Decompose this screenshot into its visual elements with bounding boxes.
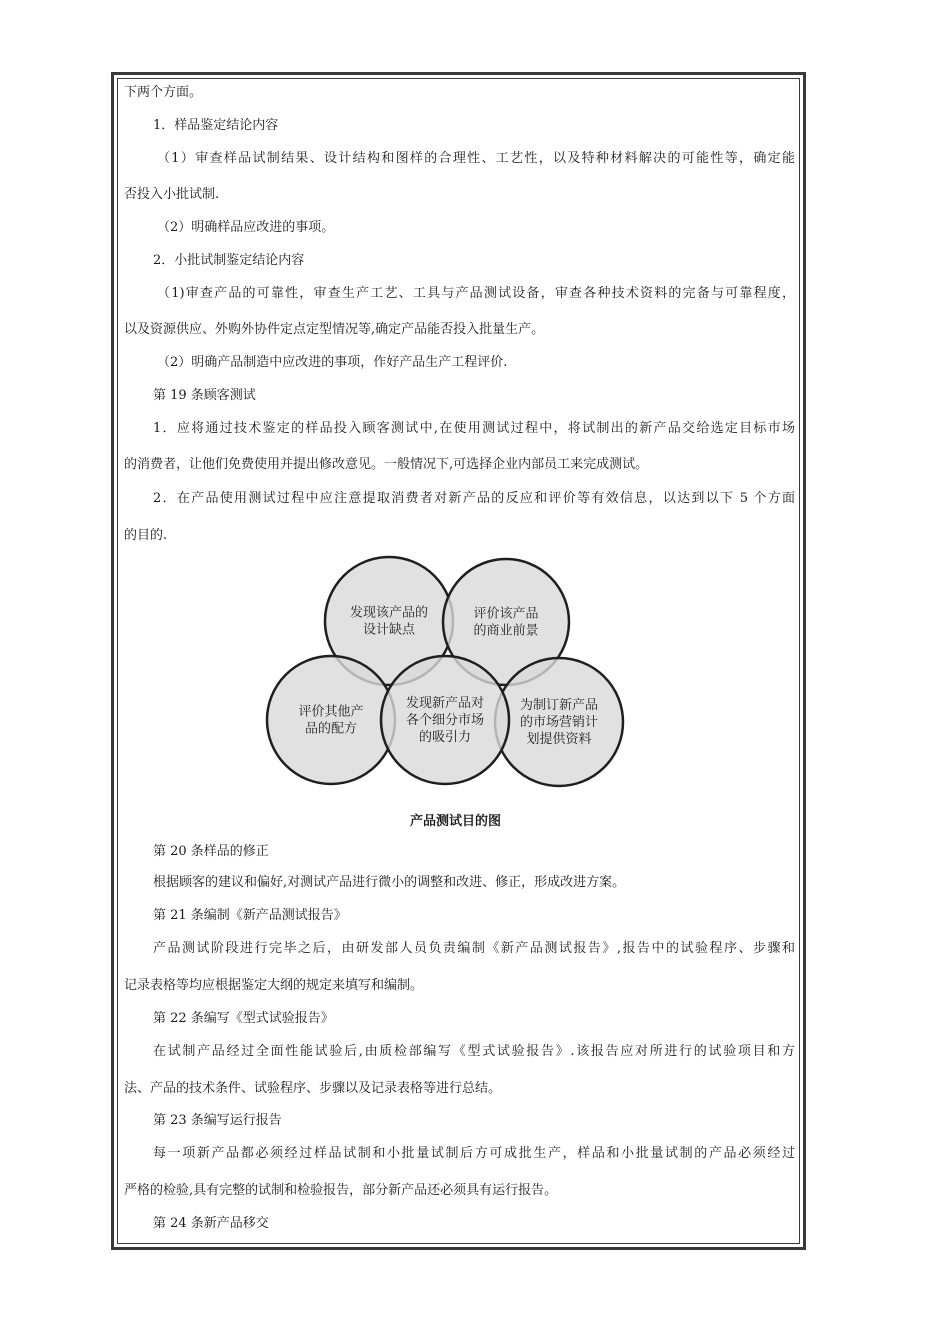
text-line: （1)审查产品的可靠性，审查生产工艺、工具与产品测试设备，审查各种技术资料的完备与可靠程度， [157, 286, 795, 301]
text-line: 严格的检验,具有完整的试制和检验报告，部分新产品还必须具有运行报告。 [124, 1183, 558, 1198]
circle-design-flaws-label: 发现该产品的 [349, 605, 429, 621]
circle-marketing-plan-label: 划提供资料 [526, 732, 592, 747]
circle-marketing-plan-label: 的市场营销计 [519, 715, 599, 730]
circle-segment-appeal-label: 的吸引力 [418, 730, 472, 745]
text-line: 在试制产品经过全面性能试验后,由质检部编写《型式试验报告》.该报告应对所进行的试验项目和方 [153, 1044, 795, 1059]
text-line: 的目的. [124, 528, 168, 543]
text-line: 2．在产品使用测试过程中应注意提取消费者对新产品的反应和评价等有效信息，以达到以下 5 个方面 [153, 491, 795, 506]
text-line: 的消费者，让他们免费使用并提出修改意见。一般情况下,可选择企业内部员工来完成测试。 [124, 457, 649, 472]
article-heading: 第 19 条顾客测试 [153, 388, 256, 403]
article-heading: 第 22 条编写《型式试验报告》 [153, 1011, 334, 1026]
section-heading: 1．样品鉴定结论内容 [153, 118, 279, 133]
circle-design-flaws-label: 设计缺点 [362, 622, 416, 638]
circle-commercial-prospects-label: 的商业前景 [473, 623, 539, 639]
circle-other-formulas [267, 656, 395, 784]
circle-other-formulas-label: 品的配方 [304, 721, 358, 737]
text-line: （1）审查样品试制结果、设计结构和图样的合理性、工艺性，以及特种材料解决的可能性等，确定能 [157, 151, 795, 166]
article-heading: 第 21 条编制《新产品测试报告》 [153, 908, 347, 923]
diagram-caption: 产品测试目的图 [410, 814, 502, 829]
article-heading: 第 20 条样品的修正 [153, 844, 269, 859]
text-line: （2）明确产品制造中应改进的事项，作好产品生产工程评价. [157, 355, 508, 370]
article-heading: 第 23 条编写运行报告 [153, 1113, 282, 1128]
text-line: 否投入小批试制. [124, 187, 220, 202]
text-line: 记录表格等均应根据鉴定大纲的规定来填写和编制。 [124, 978, 424, 993]
circle-segment-appeal-label: 发现新产品对 [405, 696, 485, 711]
text-line: 1．应将通过技术鉴定的样品投入顾客测试中,在使用测试过程中，将试制出的新产品交给选定目标市场 [153, 421, 795, 436]
text-line: 下两个方面。 [124, 85, 203, 100]
text-line: 根据顾客的建议和偏好,对测试产品进行微小的调整和改进、修正，形成改进方案。 [153, 875, 626, 890]
text-line: 法、产品的技术条件、试验程序、步骤以及记录表格等进行总结。 [124, 1081, 502, 1096]
circle-other-formulas-label: 评价其他产 [298, 704, 364, 720]
circle-commercial-prospects-label: 评价该产品 [473, 606, 539, 622]
circle-segment-appeal-label: 各个细分市场 [405, 713, 485, 728]
text-line: 每一项新产品都必须经过样品试制和小批量试制后方可成批生产，样品和小批量试制的产品必须经过 [153, 1146, 795, 1161]
text-line: 产品测试阶段进行完毕之后，由研发部人员负责编制《新产品测试报告》,报告中的试验程序、步骤和 [153, 941, 795, 956]
circle-marketing-plan-label: 为制订新产品 [519, 698, 599, 713]
article-heading: 第 24 条新产品移交 [153, 1216, 269, 1231]
section-heading: 2．小批试制鉴定结论内容 [153, 253, 305, 268]
text-line: 以及资源供应、外购外协件定点定型情况等,确定产品能否投入批量生产。 [124, 322, 545, 337]
text-line: （2）明确样品应改进的事项。 [157, 220, 335, 235]
